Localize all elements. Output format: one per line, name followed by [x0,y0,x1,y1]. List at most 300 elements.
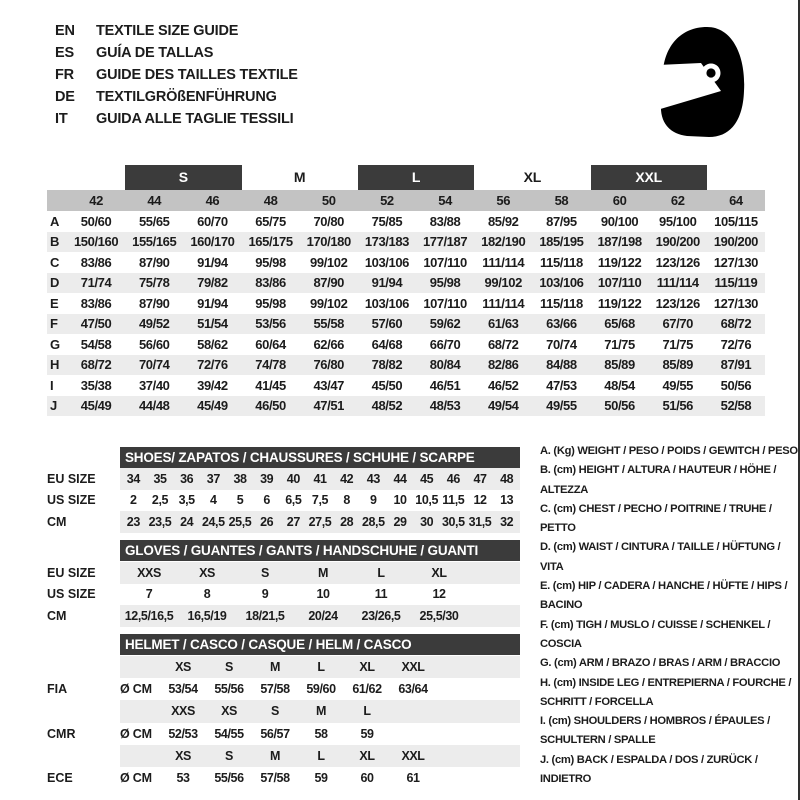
cell-value: 46 [446,471,460,486]
measurement-row-h [47,355,765,376]
cell-value: 23,5 [148,514,172,529]
size-value: 83/86 [80,254,112,270]
shoes-table [47,447,528,533]
legend-item-i: I. (cm) SHOULDERS / HOMBROS / ÉPAULES / SCHULTERN / SPALLE [540,715,770,747]
helmet-size-value: 60 [360,771,374,786]
cell-value: 11 [374,587,388,602]
size-value: 67/70 [662,316,694,332]
size-value: 185/195 [539,234,584,250]
language-title: GUIDA ALLE TAGLIE TESSILI [96,111,294,127]
size-value: 119/122 [597,254,642,270]
size-column-header: 42 [89,193,103,208]
size-value: 66/70 [429,336,461,352]
cell-value: 32 [500,514,514,529]
row-values [120,723,520,745]
cell-value: S [261,565,269,580]
cell-value: 7,5 [311,493,329,508]
cell-value: 41 [313,471,327,486]
size-column-header: 56 [496,193,511,208]
helmet-size-label: XS [175,660,191,675]
size-value: 87/91 [720,357,752,373]
size-value: 123/126 [655,254,700,270]
size-value: 87/90 [313,275,345,291]
size-value: 45/50 [371,377,403,393]
size-value: 115/118 [540,295,583,311]
size-value: 115/118 [540,254,583,270]
row-label: FIA [47,682,68,697]
cell-value: 11,5 [442,493,465,508]
helmet-size-value: 53/54 [168,682,198,697]
size-value: 71/75 [662,336,694,352]
size-value: 95/98 [255,254,286,270]
cell-value: 10 [393,493,407,508]
size-value: 95/100 [659,213,697,229]
cell-value: 28 [340,514,354,529]
row-values [120,584,520,606]
size-value: 80/84 [429,357,461,373]
size-value: 48/52 [371,398,403,414]
cell-value: 23/26,5 [361,608,401,623]
size-value: 70/74 [138,357,170,373]
cell-value: 43 [366,471,380,486]
cell-value: 36 [180,471,194,486]
row-label: EU SIZE [47,565,96,580]
row-values [120,656,520,678]
measurement-row-g [47,334,765,355]
cell-value: 6,5 [285,493,302,508]
helmet-size-label: S [225,660,233,675]
size-value: 173/183 [364,234,410,250]
size-value: 103/106 [539,275,584,291]
row-label: CMR [47,726,76,741]
legend-item-c: C. (cm) CHEST / PECHO / POITRINE / TRUHE / PETTO [540,502,772,535]
cell-value: XL [431,565,447,580]
size-value: 71/74 [80,275,112,291]
helmet-size-label: XL [359,660,375,675]
cell-value: 25,5 [228,514,252,529]
size-value: 75/78 [138,275,170,291]
cell-value: 30 [420,514,434,529]
cell-value: 18/21,5 [245,608,285,623]
helmet-size-row [47,700,528,722]
legend-item-b: B. (cm) HEIGHT / ALTURA / HAUTEUR / HÖHE / ALTEZZA [540,464,777,496]
measurement-row-i [47,375,765,396]
size-value: 111/114 [482,254,525,270]
size-number-row [47,190,765,211]
cell-value: 8 [203,587,211,602]
size-value: 45/49 [80,398,112,414]
helmet-size-label: M [315,704,326,719]
size-value: 46/50 [255,398,286,414]
cell-value: 5 [236,493,244,508]
size-value: 187/198 [597,234,642,250]
row-values [120,490,520,512]
measurement-row-j [47,396,765,417]
size-value: 59/62 [429,316,461,332]
size-value: 83/86 [255,275,286,291]
size-group-xl: XL [523,169,542,185]
size-value: 160/170 [190,234,235,250]
size-value: 95/98 [429,275,461,291]
cell-value: 9 [261,587,269,602]
language-row [55,20,298,42]
size-value: 50/56 [720,377,752,393]
size-value: 182/190 [481,234,526,250]
row-values [120,562,520,584]
helmet-size-label: XXL [401,660,425,675]
helmet-size-label: L [317,748,325,763]
size-value: 48/53 [429,398,461,414]
row-label [47,700,120,722]
cell-value: 27,5 [308,514,332,529]
helmet-size-value: 57/58 [260,771,290,786]
helmet-size-value: 63/64 [398,682,428,697]
helmet-size-label: S [271,704,279,719]
size-value: 54/58 [80,336,112,352]
cell-value: 34 [126,471,140,486]
size-value: 91/94 [371,275,403,291]
size-value: 99/102 [484,275,522,291]
size-value: 35/38 [80,377,112,393]
size-value: 85/89 [662,357,694,373]
size-group-m: M [293,169,306,185]
row-label: ECE [47,771,73,786]
size-value: 47/51 [313,398,345,414]
measurement-row-b [47,232,765,253]
row-label: F [50,316,58,332]
helmet-size-label: S [225,748,233,763]
size-value: 76/80 [313,357,345,373]
legend-item-h: H. (cm) INSIDE LEG / ENTREPIERNA / FOURCHE / SCHRITT / FORCELLA [540,676,792,708]
helmet-size-label: XL [359,748,375,763]
size-value: 107/110 [597,275,642,291]
size-value: 48/54 [604,377,635,393]
size-column-header: 54 [438,193,452,208]
row-values [120,605,520,627]
size-value: 111/114 [656,275,699,291]
size-column-header: 46 [205,193,220,208]
gloves-table-rows-row [47,605,528,627]
size-value: 63/66 [546,316,577,332]
row-values [120,745,520,767]
row-values [120,678,520,700]
measurement-row-e [47,293,765,314]
language-title: GUÍA DE TALLAS [96,45,214,61]
cell-value: 44 [393,471,407,486]
size-value: 79/82 [197,275,228,291]
unit-label: Ø CM [120,726,152,741]
size-value: 74/78 [255,357,286,373]
size-value: 103/106 [364,295,410,311]
size-value: 41/45 [255,377,286,393]
size-value: 99/102 [310,295,348,311]
cell-value: 38 [233,471,247,486]
size-value: 68/72 [720,316,752,332]
size-value: 91/94 [197,295,228,311]
legend-item-d: D. (cm) WAIST / CINTURA / TAILLE / HÜFTUNG / VITA [540,541,781,573]
helmet-size-label: XXS [171,704,195,719]
size-value: 177/187 [422,234,468,250]
size-value: 44/48 [138,398,170,414]
row-values [120,767,520,789]
helmet-value-row-ece [47,767,528,789]
size-value: 50/56 [604,398,635,414]
row-label: EU SIZE [47,471,96,486]
size-value: 82/86 [487,357,519,373]
shoes-table-rows [47,468,528,533]
gloves-table-rows-row [47,562,528,584]
size-value: 52/58 [720,398,752,414]
row-label: G [50,336,61,352]
cell-value: M [317,565,328,580]
measurement-row-d [47,273,765,294]
gloves-table-rows [47,562,528,627]
size-value: 83/88 [429,213,461,229]
shoes-table-title: SHOES/ ZAPATOS / CHAUSSURES / SCHUHE / SCARPE [120,447,520,468]
language-row [55,86,298,108]
size-column-header: 62 [670,193,685,208]
cell-value: 7 [145,587,153,602]
size-value: 49/55 [662,377,694,393]
cell-value: 12 [473,493,487,508]
size-value: 61/63 [487,316,519,332]
language-code: FR [55,67,74,83]
cell-value: 48 [500,471,514,486]
size-value: 55/65 [138,213,170,229]
helmet-size-value: 52/53 [168,726,198,741]
size-value: 127/130 [713,254,759,270]
unit-label: Ø CM [120,682,152,697]
legend-item-e: E. (cm) HIP / CADERA / HANCHE / HÜFTE / HIPS / BACINO [540,580,788,612]
size-value: 46/52 [487,377,519,393]
size-value: 123/126 [655,295,700,311]
size-value: 47/53 [546,377,577,393]
gloves-table [47,540,528,627]
helmet-size-value: 61/62 [352,682,382,697]
cell-value: 4 [210,493,217,508]
size-value: 83/86 [80,295,112,311]
size-value: 47/50 [80,316,112,332]
legend-item-g: G. (cm) ARM / BRAZO / BRAS / ARM / BRACCIO [540,657,781,670]
cell-value: L [377,565,385,580]
row-label: I [50,377,54,393]
helmet-size-value: 59 [360,726,374,741]
cell-value: 12,5/16,5 [124,608,174,623]
size-value: 115/119 [714,275,758,291]
size-value: 49/55 [546,398,577,414]
row-label: B [50,234,60,250]
size-value: 103/106 [364,254,410,270]
size-value: 55/58 [313,316,345,332]
cell-value: 2,5 [151,493,169,508]
size-value: 107/110 [423,254,467,270]
size-group-xxl: XXL [591,165,707,190]
size-group-header-row [47,164,765,190]
size-value: 46/51 [429,377,461,393]
measurement-legend [540,442,798,789]
size-value: 127/130 [713,295,759,311]
size-value: 65/75 [255,213,286,229]
shoes-table-rows-row [47,490,528,512]
size-value: 87/95 [546,213,577,229]
helmet-size-label: M [269,660,280,675]
cell-value: 10 [316,587,330,602]
size-value: 60/70 [197,213,228,229]
helmet-size-value: 56/57 [260,726,290,741]
size-column-header: 64 [729,193,743,208]
size-column-header: 58 [554,193,569,208]
helmet-size-label: XS [221,704,237,719]
size-group-s: S [125,165,241,190]
size-value: 91/94 [197,254,228,270]
cell-value: 12 [432,587,446,602]
cell-value: 35 [153,471,167,486]
size-value: 70/74 [546,336,577,352]
cell-value: 23 [126,514,140,529]
size-value: 49/54 [487,398,519,414]
language-row [55,42,298,64]
helmet-size-value: 59/60 [306,682,336,697]
cell-value: 6 [263,493,270,508]
cell-value: 26 [260,514,274,529]
size-value: 107/110 [423,295,467,311]
cell-value: 2 [130,493,137,508]
row-label: D [50,275,60,291]
row-label: CM [47,608,67,623]
row-label: E [50,295,59,311]
cell-value: 27 [286,514,300,529]
size-value: 111/114 [482,295,525,311]
helmet-value-row-cmr [47,723,528,745]
language-row [55,64,298,86]
size-value: 53/56 [255,316,286,332]
language-list [55,20,298,130]
helmet-size-label: M [269,748,280,763]
helmet-value-row-fia [47,678,528,700]
cell-value: 25,5/30 [419,608,459,623]
measurement-row-a [47,211,765,232]
size-value: 50/60 [80,213,112,229]
language-title: TEXTILE SIZE GUIDE [96,23,239,39]
cell-value: XXS [137,565,161,580]
cell-value: 40 [286,471,300,486]
size-value: 155/165 [132,234,177,250]
helmet-icon [652,25,752,139]
size-value: 68/72 [487,336,519,352]
size-value: 72/76 [720,336,752,352]
cell-value: 39 [260,471,274,486]
gloves-table-rows-row [47,584,528,606]
size-value: 68/72 [80,357,112,373]
size-value: 62/66 [313,336,345,352]
size-column-header: 50 [321,193,336,208]
size-column-header: 60 [612,193,627,208]
size-value: 87/90 [138,254,170,270]
helmet-size-label: XS [175,748,191,763]
cell-value: 37 [206,471,220,486]
helmet-table [47,634,528,789]
size-value: 39/42 [197,377,228,393]
language-row [55,108,298,130]
cell-value: 8 [343,493,350,508]
size-value: 105/115 [714,213,758,229]
cell-value: 31,5 [468,514,492,529]
row-label: CM [47,514,67,529]
cell-value: 3,5 [178,493,195,508]
helmet-size-label: L [363,704,371,719]
helmet-size-label: XXL [401,748,425,763]
cell-value: 47 [473,471,487,486]
size-value: 65/68 [604,316,635,332]
size-value: 190/200 [655,234,700,250]
size-value: 43/47 [313,377,345,393]
cell-value: 13 [500,493,514,508]
language-title: GUIDE DES TAILLES TEXTILE [96,67,298,83]
legend-item-a: A. (Kg) WEIGHT / PESO / POIDS / GEWITCH / PESO [540,445,798,457]
shoes-table-rows-row [47,511,528,533]
size-value: 75/85 [371,213,403,229]
cell-value: 24 [180,514,194,529]
cell-value: 45 [420,471,434,486]
size-value: 56/60 [138,336,170,352]
unit-label: Ø CM [120,771,152,786]
size-value: 57/60 [371,316,403,332]
gloves-table-title: GLOVES / GUANTES / GANTS / HANDSCHUHE / GUANTI [120,540,520,561]
row-label: H [50,357,60,373]
measurement-row-c [47,252,765,273]
helmet-size-row [47,745,528,767]
cell-value: 28,5 [361,514,385,529]
row-label [47,656,120,678]
size-value: 37/40 [138,377,170,393]
size-column-header: 48 [263,193,278,208]
row-label: US SIZE [47,587,96,602]
size-value: 71/75 [604,336,635,352]
size-value: 150/160 [73,234,119,250]
row-label: A [50,213,60,229]
size-value: 64/68 [371,336,403,352]
size-value: 85/89 [604,357,635,373]
helmet-size-value: 57/58 [260,682,290,697]
shoes-table-rows-row [47,468,528,490]
cell-value: XS [199,565,215,580]
size-value: 85/92 [487,213,519,229]
helmet-size-value: 53 [176,771,190,786]
size-column-header: 44 [147,193,162,208]
language-title: TEXTILGRÖßENFÜHRUNG [96,89,277,105]
helmet-size-value: 59 [314,771,328,786]
helmet-size-value: 55/56 [214,682,244,697]
size-value: 51/56 [662,398,694,414]
cell-value: 16,5/19 [187,608,227,623]
legend-item-f: F. (cm) TIGH / MUSLO / CUISSE / SCHENKEL / COSCIA [540,618,771,650]
size-value: 51/54 [197,316,228,332]
cell-value: 42 [340,471,354,486]
row-label: C [50,254,60,270]
helmet-table-rows [47,656,528,789]
size-group-l: L [358,165,474,190]
size-value: 70/80 [313,213,345,229]
size-value: 49/52 [138,316,170,332]
size-value: 60/64 [255,336,286,352]
cell-value: 10,5 [415,493,439,508]
row-values [120,700,520,722]
row-values [120,511,520,533]
size-value: 170/180 [306,234,351,250]
helmet-size-value: 54/55 [214,726,244,741]
language-code: DE [55,89,75,105]
size-value: 190/200 [713,234,759,250]
